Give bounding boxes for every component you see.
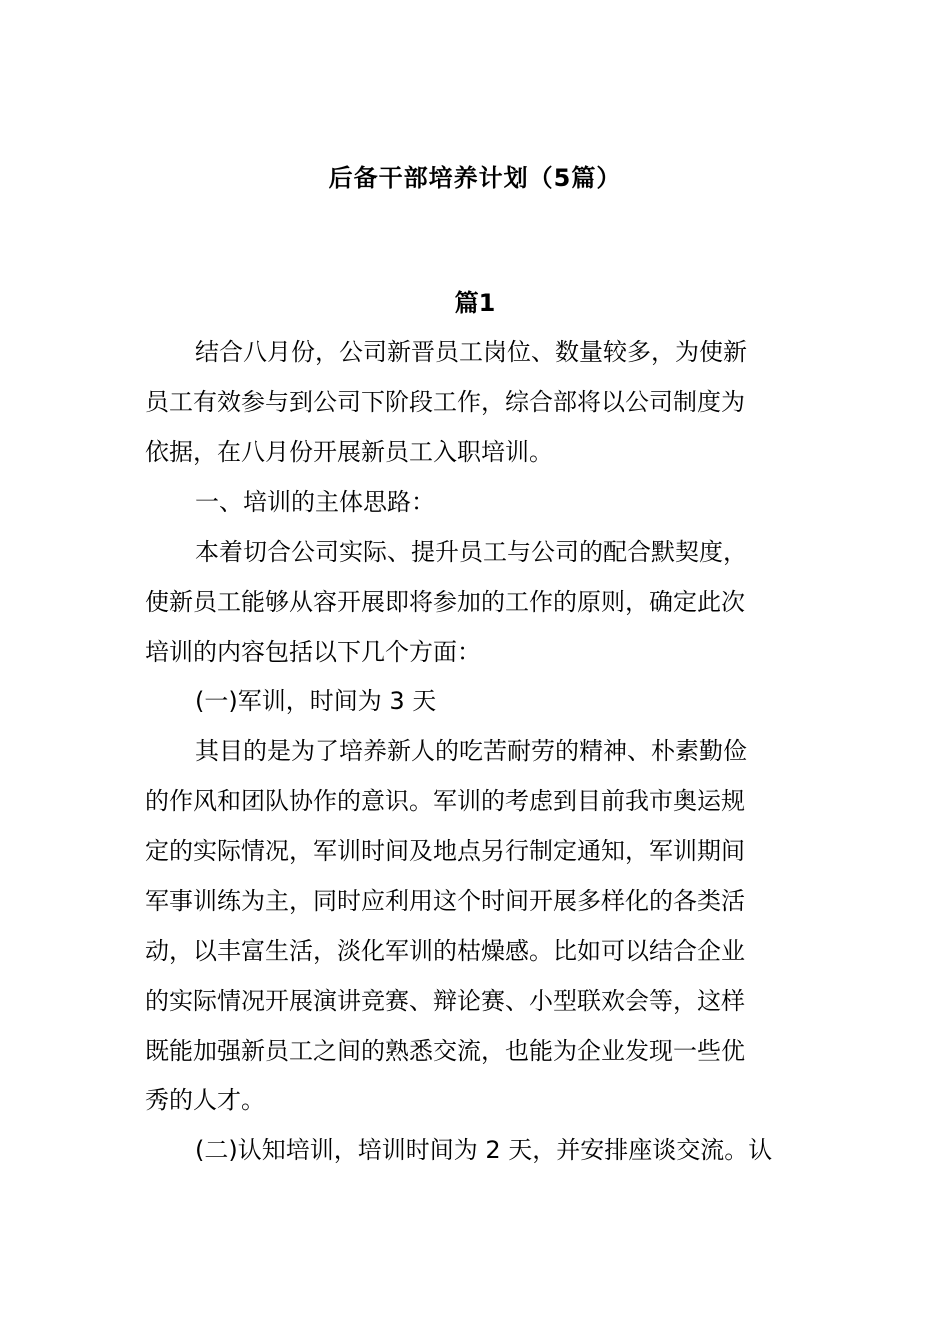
paragraph-line: (二)认知培训，培训时间为 2 天，并安排座谈交流。认 — [195, 1136, 773, 1164]
paragraph-line: 秀的人才。 — [145, 1086, 265, 1114]
paragraph-line: 定的实际情况，军训时间及地点另行制定通知，军训期间 — [145, 837, 745, 865]
paragraph-line: 本着切合公司实际、提升员工与公司的配合默契度， — [195, 538, 747, 566]
paragraph-line: 培训的内容包括以下几个方面： — [145, 638, 481, 666]
paragraph-line: 使新员工能够从容开展即将参加的工作的原则，确定此次 — [145, 588, 745, 616]
paragraph-line: 军事训练为主，同时应利用这个时间开展多样化的各类活 — [145, 887, 745, 915]
section-heading: 篇1 — [454, 289, 496, 317]
paragraph-line: 其目的是为了培养新人的吃苦耐劳的精神、朴素勤俭 — [195, 737, 747, 765]
document-title: 后备干部培养计划（5篇） — [328, 164, 622, 192]
paragraph-line: 的实际情况开展演讲竞赛、辩论赛、小型联欢会等，这样 — [145, 987, 745, 1015]
paragraph-line: 一、培训的主体思路： — [195, 488, 435, 516]
paragraph-line: (一)军训，时间为 3 天 — [195, 687, 437, 715]
paragraph-line: 的作风和团队协作的意识。军训的考虑到目前我市奥运规 — [145, 787, 745, 815]
paragraph-line: 动，以丰富生活，淡化军训的枯燥感。比如可以结合企业 — [145, 937, 745, 965]
paragraph-line: 员工有效参与到公司下阶段工作，综合部将以公司制度为 — [145, 388, 745, 416]
paragraph-line: 依据，在八月份开展新员工入职培训。 — [145, 438, 553, 466]
paragraph-line: 既能加强新员工之间的熟悉交流，也能为企业发现一些优 — [145, 1037, 745, 1065]
paragraph-line: 结合八月份，公司新晋员工岗位、数量较多，为使新 — [195, 338, 747, 366]
